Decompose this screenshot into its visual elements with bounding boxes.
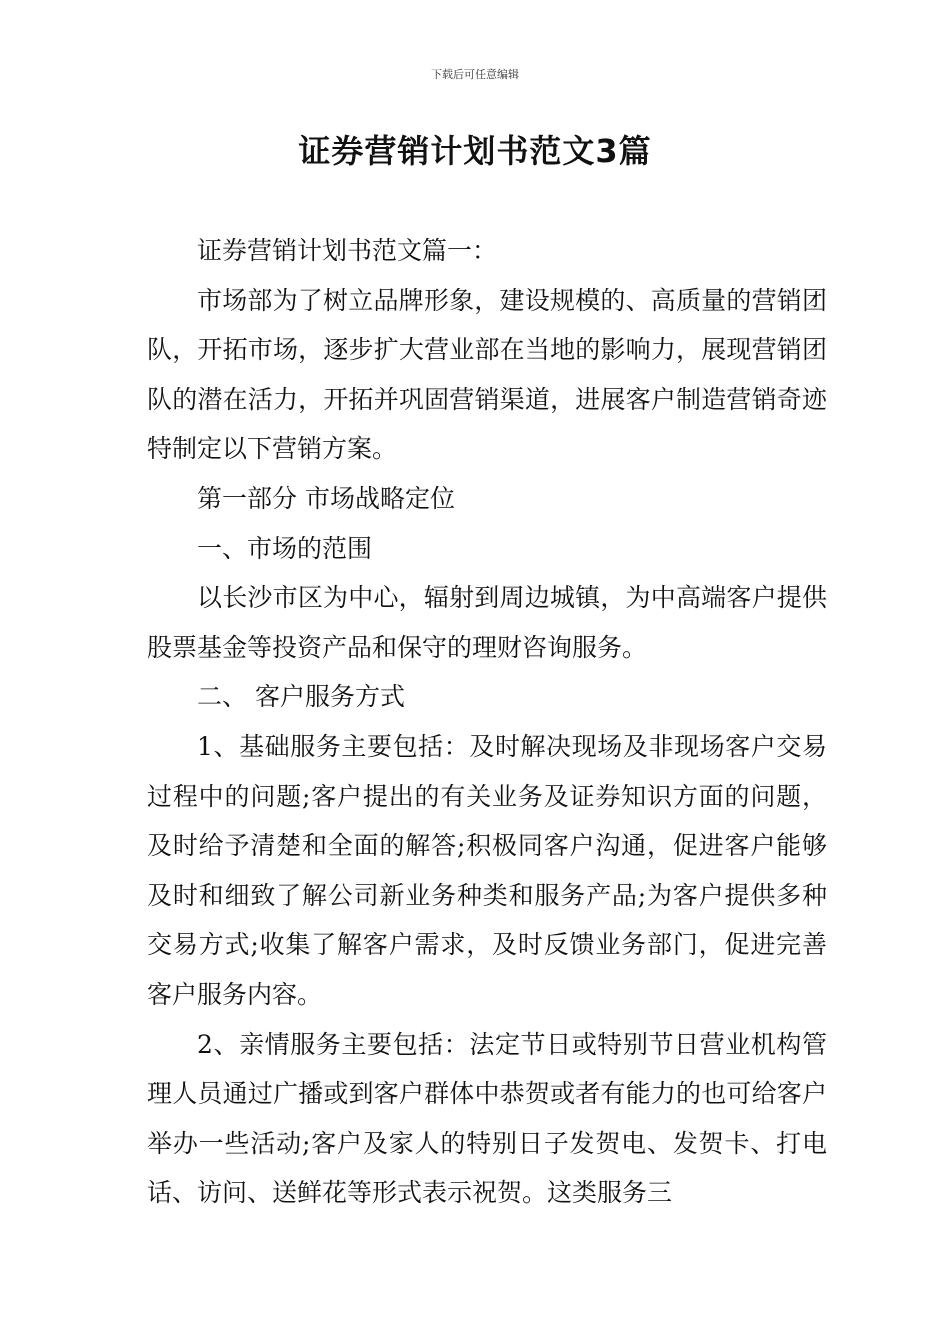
paragraph: 1、基础服务主要包括：及时解决现场及非现场客户交易过程中的问题;客户提出的有关业务及证券知识方面的问题，及时给予清楚和全面的解答;积极同客户沟通，促进客户能够及时和细致了解公司新业务种类和服务产品;为客户提供多种交易方式;收集了解客户需求，及时反馈业务部门，促进完善客户服务内容。 (147, 731, 827, 1009)
paragraph: 一、市场的范围 (197, 533, 373, 563)
paragraph: 二、 客户服务方式 (197, 682, 405, 712)
paragraph: 第一部分 市场战略定位 (197, 483, 455, 513)
paragraph: 市场部为了树立品牌形象，建设规模的、高质量的营销团队，开拓市场，逐步扩大营业部在当地的影响力，展现营销团队的潜在活力，开拓并巩固营销渠道，进展客户制造营销奇迹特制定以下营销方案。 (147, 285, 827, 464)
paragraph: 证券营销计划书范文篇一： (197, 236, 498, 265)
paragraph: 以长沙市区为中心，辐射到周边城镇，为中高端客户提供股票基金等投资产品和保守的理财咨询服务。 (147, 583, 827, 662)
header-note: 下载后可任意编辑 (431, 68, 519, 81)
page-title: 证券营销计划书范文3篇 (298, 132, 652, 170)
document-body (147, 226, 827, 1218)
paragraph: 2、亲情服务主要包括：法定节日或特别节日营业机构管理人员通过广播或到客户群体中恭贺或者有能力的也可给客户举办一些活动;客户及家人的特别日子发贺电、发贺卡、打电话、访问、送鲜花等形式表示祝贺。这类服务三 (147, 1029, 827, 1208)
